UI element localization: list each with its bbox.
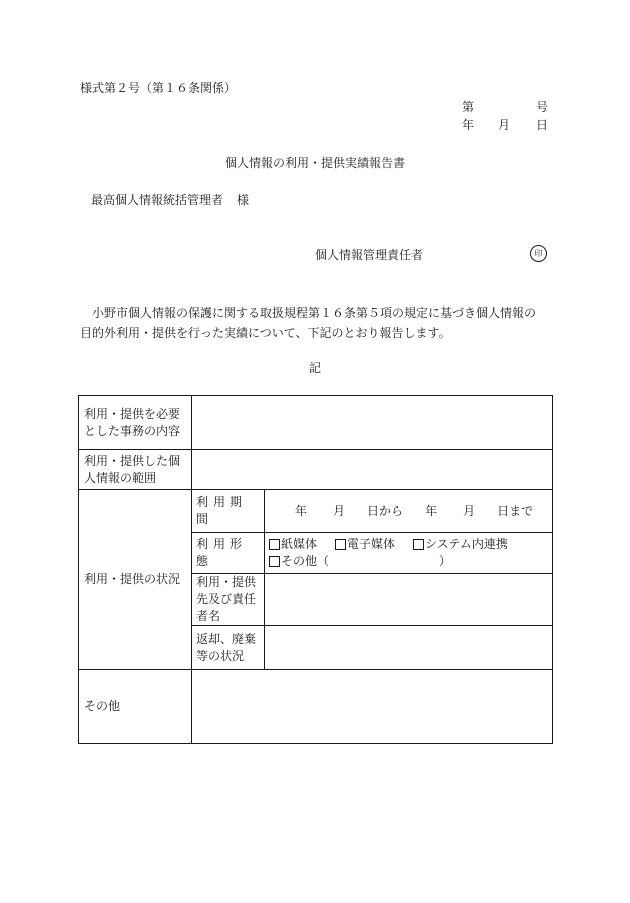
other-label: その他 <box>79 670 192 744</box>
period-month-2: 月 <box>463 503 476 518</box>
recipient-label-line-1: 利用・提供 <box>196 575 257 589</box>
form-number: 様式第２号（第１６条関係） <box>80 81 237 95</box>
purpose-label-line-1: 利用・提供を必要 <box>84 406 181 421</box>
period-label <box>192 490 265 533</box>
table-row-purpose <box>79 396 553 450</box>
document-number-label: 第 <box>462 100 475 114</box>
checkbox-icon[interactable] <box>335 539 346 550</box>
scope-label <box>79 450 192 490</box>
addressee-name: 最高個人情報統括管理者 <box>91 193 224 207</box>
period-value-cell[interactable] <box>265 490 553 533</box>
disposal-value-cell[interactable] <box>265 626 553 670</box>
purpose-label <box>79 396 192 450</box>
option-system[interactable] <box>413 536 508 553</box>
form-label-text: 利用形態 <box>196 537 248 568</box>
table-row-other <box>79 670 553 744</box>
scope-label-line-2: 人情報の範囲 <box>84 470 157 485</box>
disposal-label-line-1: 返却、廃棄 <box>196 631 257 646</box>
date-year-label: 年 <box>462 118 475 132</box>
purpose-label-line-2: とした事務の内容 <box>84 423 181 438</box>
option-electronic[interactable] <box>335 536 395 553</box>
body-paragraph <box>80 303 550 343</box>
checkbox-icon[interactable] <box>269 556 280 567</box>
period-from: 日から <box>367 503 404 518</box>
period-until: 日まで <box>497 503 534 518</box>
option-system-label: システム内連携 <box>425 537 508 551</box>
body-line-1: 小野市個人情報の保護に関する取扱規程第１６条第５項の規定に基づき個人情報の <box>92 306 537 320</box>
option-other-close: ） <box>439 554 452 568</box>
option-paper[interactable] <box>269 536 317 553</box>
period-year-1: 年 <box>295 503 308 518</box>
sender-title: 個人情報管理責任者 <box>315 248 424 262</box>
status-label: 利用・提供の状況 <box>79 490 192 670</box>
scope-value-cell[interactable] <box>192 450 553 490</box>
date-month-label: 月 <box>498 118 511 132</box>
ki-heading: 記 <box>308 361 321 375</box>
body-line-2: 目的外利用・提供を行った実績について、下記のとおり報告します。 <box>80 326 451 340</box>
option-electronic-label: 電子媒体 <box>347 537 396 551</box>
checkbox-icon[interactable] <box>269 539 280 550</box>
period-year-2: 年 <box>425 503 438 518</box>
option-other-label: その他（ <box>281 554 330 568</box>
form-options-line-2 <box>269 553 548 570</box>
scope-label-line-1: 利用・提供した個 <box>84 453 181 468</box>
recipient-label-line-2: 先及び責任 <box>196 592 257 606</box>
option-paper-label: 紙媒体 <box>281 537 318 551</box>
recipient-label-line-3: 者名 <box>196 609 221 623</box>
recipient-value-cell[interactable] <box>265 574 553 626</box>
addressee-honorific: 様 <box>237 193 250 207</box>
date-day-label: 日 <box>536 118 549 132</box>
table-row-scope <box>79 450 553 490</box>
table-row-period <box>79 490 553 533</box>
option-other[interactable] <box>269 553 329 570</box>
period-month-1: 月 <box>333 503 346 518</box>
form-label <box>192 533 265 574</box>
recipient-label <box>192 574 265 626</box>
disposal-label <box>192 626 265 670</box>
period-label-text: 利用期間 <box>196 495 248 526</box>
document-title: 個人情報の利用・提供実績報告書 <box>224 156 405 170</box>
purpose-value-cell[interactable] <box>192 396 553 450</box>
seal-mark: 印 <box>530 245 547 262</box>
disposal-label-line-2: 等の状況 <box>196 648 245 663</box>
report-table <box>78 395 553 744</box>
checkbox-icon[interactable] <box>413 539 424 550</box>
form-options-line-1 <box>269 536 548 553</box>
period-fields <box>269 503 548 520</box>
form-options-cell <box>265 533 553 574</box>
document-number-suffix: 号 <box>536 100 549 114</box>
other-value-cell[interactable] <box>192 670 553 744</box>
